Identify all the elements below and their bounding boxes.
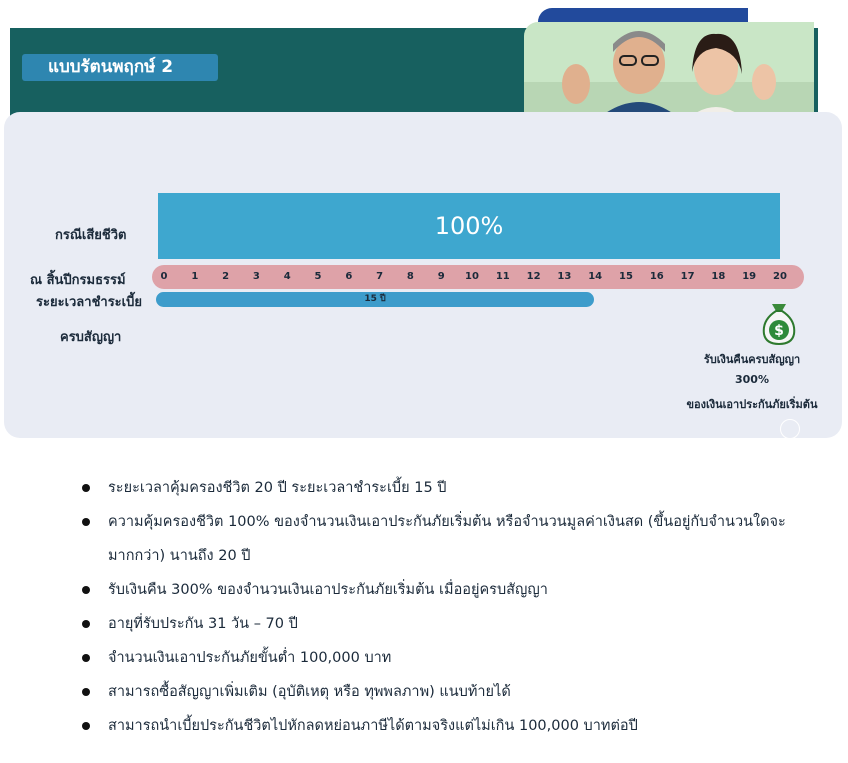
premium-period-label: ระยะเวลาชำระเบี้ย <box>36 295 142 310</box>
features-list <box>80 471 820 743</box>
year-tick: 19 <box>742 271 757 282</box>
year-tick: 3 <box>252 271 260 282</box>
maturity-benefit-title: รับเงินคืนครบสัญญา <box>703 353 801 366</box>
maturity-label: ครบสัญญา <box>60 330 122 345</box>
decorative-circle <box>780 419 800 439</box>
feature-item: ระยะเวลาคุ้มครองชีวิต 20 ปี ระยะเวลาชำระเบี้ย 15 ปี <box>80 471 820 505</box>
premium-period-bar: 15 ปี <box>156 292 594 307</box>
maturity-benefit-percent: 300% <box>735 373 769 386</box>
svg-text:$: $ <box>774 323 784 339</box>
death-coverage-bar <box>158 193 780 259</box>
policy-year-label: ณ สิ้นปีกรมธรรม์ <box>30 273 126 288</box>
year-tick: 5 <box>314 271 322 282</box>
year-tick: 4 <box>283 271 291 282</box>
year-tick: 10 <box>465 271 479 282</box>
plan-title: แบบรัตนพฤกษ์ 2 <box>22 54 218 81</box>
year-tick: 13 <box>557 271 572 282</box>
couple-photo <box>508 8 818 112</box>
year-tick: 12 <box>526 271 541 282</box>
year-tick: 7 <box>376 271 384 282</box>
year-tick: 15 <box>619 271 633 282</box>
year-tick: 8 <box>406 271 414 282</box>
year-tick: 11 <box>495 271 510 282</box>
year-tick: 9 <box>437 271 445 282</box>
feature-item: จำนวนเงินเอาประกันภัยขั้นต่ำ 100,000 บาท <box>80 641 820 675</box>
feature-item: อายุที่รับประกัน 31 วัน – 70 ปี <box>80 607 820 641</box>
year-tick: 2 <box>222 271 230 282</box>
feature-item: สามารถนำเบี้ยประกันชีวิตไปหักลดหย่อนภาษีได้ตามจริงแต่ไม่เกิน 100,000 บาทต่อปี <box>80 709 820 743</box>
death-case-label: กรณีเสียชีวิต <box>55 228 127 243</box>
year-tick: 18 <box>711 271 726 282</box>
year-tick: 16 <box>649 271 664 282</box>
policy-year-bar <box>152 265 804 289</box>
year-tick: 1 <box>191 271 199 282</box>
year-tick: 14 <box>588 271 603 282</box>
year-tick: 17 <box>680 271 695 282</box>
year-tick: 6 <box>345 271 353 282</box>
feature-item: ความคุ้มครองชีวิต 100% ของจำนวนเงินเอาประกันภัยเริ่มต้น หรือจำนวนมูลค่าเงินสด (ขึ้นอยู่กับจำนวนใดจะมากกว่า) นานถึง 20 ปี <box>80 505 820 573</box>
death-coverage-value: 100% <box>434 212 504 240</box>
feature-item: สามารถซื้อสัญญาเพิ่มเติม (อุบัติเหตุ หรือ ทุพพลภาพ) แนบท้ายได้ <box>80 675 820 709</box>
feature-item: รับเงินคืน 300% ของจำนวนเงินเอาประกันภัยเริ่มต้น เมื่ออยู่ครบสัญญา <box>80 573 820 607</box>
maturity-benefit-basis: ของเงินเอาประกันภัยเริ่มต้น <box>686 398 818 411</box>
money-bag-icon <box>760 300 798 346</box>
year-tick: 0 <box>160 271 168 282</box>
year-tick: 20 <box>773 271 787 282</box>
